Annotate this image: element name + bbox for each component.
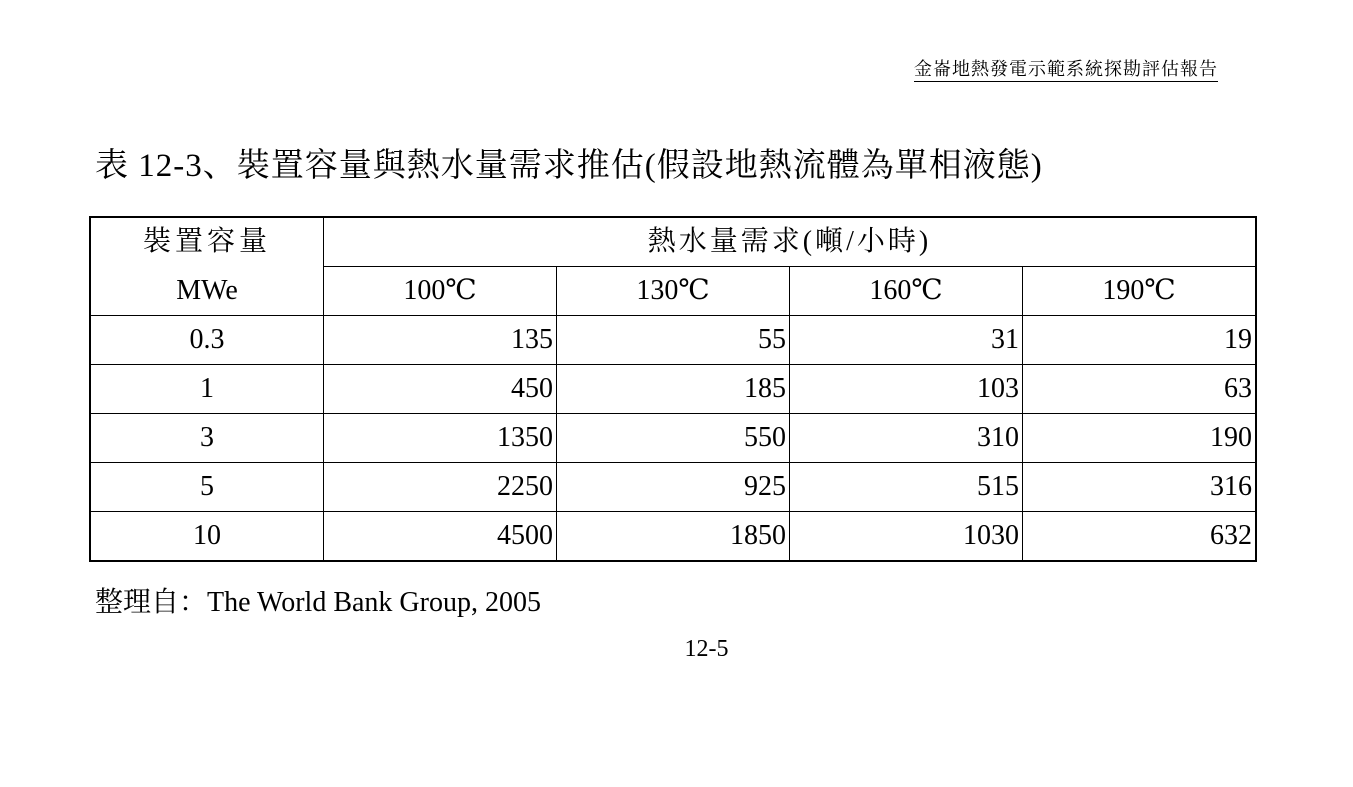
value-cell: 515	[790, 463, 1023, 512]
value-cell: 63	[1023, 365, 1257, 414]
value-cell: 135	[324, 316, 557, 365]
value-cell: 2250	[324, 463, 557, 512]
data-table	[89, 216, 1257, 562]
table-row	[90, 316, 1256, 365]
value-cell: 310	[790, 414, 1023, 463]
header-row-1	[90, 217, 1256, 267]
value-cell: 190	[1023, 414, 1257, 463]
capacity-cell: 0.3	[90, 316, 324, 365]
value-cell: 1850	[557, 512, 790, 562]
demand-header: 熱水量需求(噸/小時)	[324, 217, 1257, 267]
capacity-cell: 10	[90, 512, 324, 562]
value-cell: 1030	[790, 512, 1023, 562]
value-cell: 632	[1023, 512, 1257, 562]
capacity-header-unit: MWe	[90, 267, 324, 316]
temperature-header-190: 190℃	[1023, 267, 1257, 316]
value-cell: 550	[557, 414, 790, 463]
temperature-header-100: 100℃	[324, 267, 557, 316]
source-note: 整理自：The World Bank Group, 2005	[95, 587, 541, 618]
value-cell: 103	[790, 365, 1023, 414]
table-row	[90, 463, 1256, 512]
value-cell: 1350	[324, 414, 557, 463]
value-cell: 55	[557, 316, 790, 365]
capacity-cell: 3	[90, 414, 324, 463]
value-cell: 19	[1023, 316, 1257, 365]
value-cell: 450	[324, 365, 557, 414]
value-cell: 185	[557, 365, 790, 414]
capacity-cell: 5	[90, 463, 324, 512]
capacity-header-label: 裝置容量	[90, 217, 324, 267]
header-row-2	[90, 267, 1256, 316]
table-row	[90, 414, 1256, 463]
temperature-header-160: 160℃	[790, 267, 1023, 316]
value-cell: 925	[557, 463, 790, 512]
page-number: 12-5	[684, 636, 729, 662]
value-cell: 316	[1023, 463, 1257, 512]
temperature-header-130: 130℃	[557, 267, 790, 316]
table-caption: 表 12-3、裝置容量與熱水量需求推估(假設地熱流體為單相液態)	[95, 148, 1043, 184]
capacity-cell: 1	[90, 365, 324, 414]
running-header: 金崙地熱發電示範系統探勘評估報告	[914, 58, 1218, 82]
table-row	[90, 512, 1256, 562]
value-cell: 4500	[324, 512, 557, 562]
value-cell: 31	[790, 316, 1023, 365]
table-row	[90, 365, 1256, 414]
